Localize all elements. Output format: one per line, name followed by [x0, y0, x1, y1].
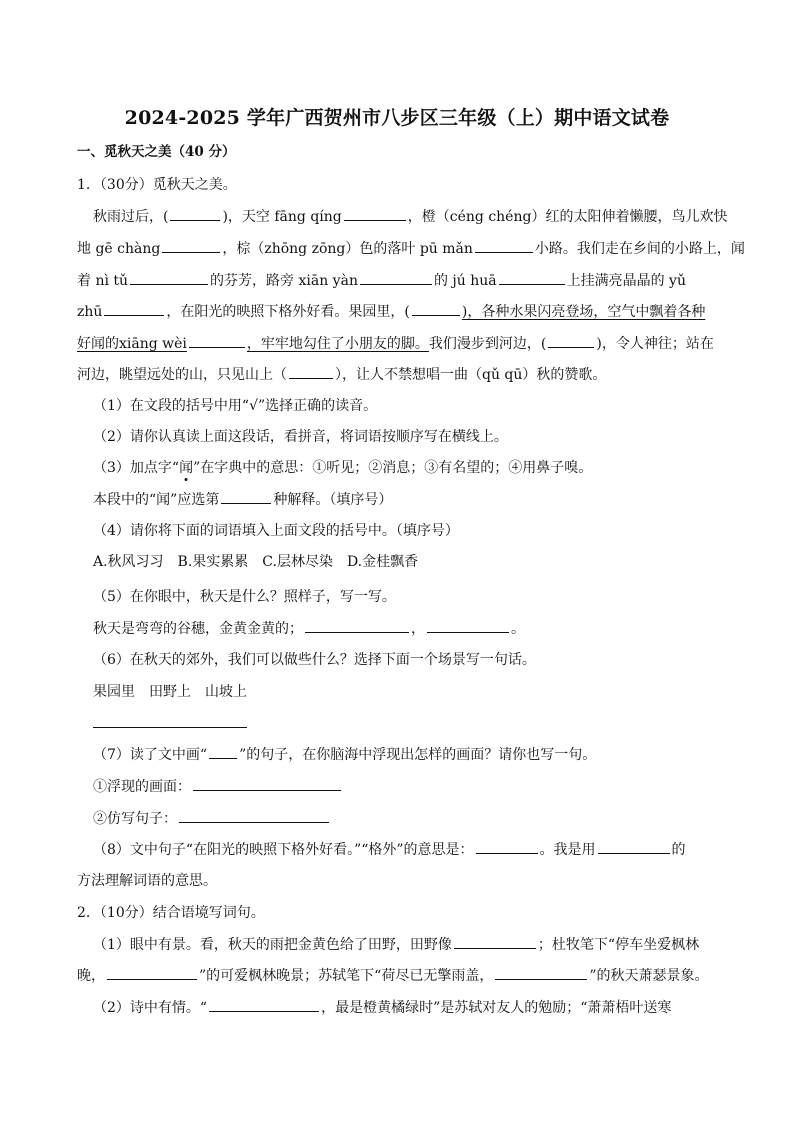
question-2-heading: 2．（10分）结合语境写词句。 — [77, 905, 265, 921]
sub-question-1: （1）在文段的括号中用“√”选择正确的读音。 — [93, 398, 378, 414]
passage-line-2: 地 gē chàng ，棕（zhōng zōng）色的落叶 pū mǎn 小路。我们走在乡间的小路上，闻 — [77, 238, 745, 259]
blank-bracket-2[interactable] — [412, 301, 460, 316]
sub-question-8: （8）文中句子“在阳光的映照下格外好看。”“格外”的意思是： 。我是用 的 — [93, 839, 686, 860]
passage-line-5: 好闻的xiāng wèi ，牢牢地勾住了小朋友的脚。我们漫步到河边，( )，令人神往；站在 — [77, 333, 714, 354]
blank-gewai-meaning[interactable] — [476, 839, 538, 854]
blank-field-like[interactable] — [454, 934, 536, 949]
section-1-heading: 一、觅秋天之美（40 分） — [77, 144, 236, 160]
blank-nitu[interactable] — [130, 270, 208, 285]
dotted-character: 闻 — [179, 460, 194, 476]
blank-bracket-4[interactable] — [289, 364, 333, 379]
blank-yuzhu[interactable] — [104, 301, 164, 316]
blank-autumn-2[interactable] — [427, 618, 509, 633]
q2-line-2: 晚， ”的可爱枫林晚景；苏轼笔下“荷尽已无擎雨盖， ”的秋天萧瑟景象。 — [77, 965, 709, 986]
blank-gechang[interactable] — [162, 238, 220, 253]
blank-xianyan[interactable] — [360, 270, 432, 285]
blank-poem-3[interactable] — [209, 997, 319, 1012]
blank-bracket-1[interactable] — [170, 206, 220, 221]
passage-line-1: 秋雨过后，( )，天空 fāng qíng ，橙（céng chéng）红的太阳伸着懒腰，鸟儿欢快 — [93, 206, 727, 227]
page-title: 2024-2025 学年广西贺州市八步区三年级（上）期中语文试卷 — [124, 107, 670, 129]
answer-line-q6[interactable] — [93, 727, 247, 728]
sub-question-7-imitate: ②仿写句子： — [93, 808, 331, 829]
passage-line-4: zhū ，在阳光的映照下格外好看。果园里，( )，各种水果闪亮登场，空气中飘着各种 — [77, 301, 705, 322]
sub-question-4: （4）请你将下面的词语填入上面文段的括号中。（填序号） — [93, 523, 459, 539]
question-1-heading: 1．（30分）觅秋天之美。 — [77, 177, 237, 193]
blank-meaning-number[interactable] — [221, 489, 271, 504]
blank-fangqing[interactable] — [344, 206, 406, 221]
blank-method[interactable] — [598, 839, 670, 854]
q2-line-1: （1）眼中有景。看，秋天的雨把金黄色给了田野，田野像 ；杜牧笔下“停车坐爱枫林 — [93, 934, 699, 955]
blank-autumn-1[interactable] — [305, 618, 409, 633]
sub-question-5-answer: 秋天是弯弯的谷穗，金黄金黄的； ， 。 — [93, 618, 525, 639]
sub-question-2: （2）请你认真读上面这段话，看拼音，将词语按顺序写在横线上。 — [93, 429, 508, 445]
blank-imitate[interactable] — [179, 808, 329, 823]
sub-question-3: （3）加点字“闻”在字典中的意思：①听见；②消息；③有名望的；④用鼻子嗅。 — [93, 460, 593, 476]
blank-poem-1[interactable] — [107, 965, 197, 980]
sub-question-7: （7）读了文中画“ ”的句子，在你脑海中浮现出怎样的画面？请你也写一句。 — [93, 744, 596, 765]
underline-sample — [209, 744, 237, 759]
sub-question-4-options: A.秋风习习 B.果实累累 C.层林尽染 D.金桂飘香 — [93, 554, 419, 570]
sub-question-5: （5）在你眼中，秋天是什么？照样子，写一写。 — [93, 589, 396, 605]
blank-poem-2[interactable] — [495, 965, 587, 980]
blank-bracket-3[interactable] — [548, 333, 594, 348]
sub-question-3-answer: 本段中的“闻”应选第 种解释。（填序号） — [93, 489, 392, 510]
q2-line-3: （2）诗中有情。“ ，最是橙黄橘绿时”是苏轼对友人的勉励；“萧萧梧叶送寒 — [93, 997, 671, 1018]
sub-question-6: （6）在秋天的郊外，我们可以做些什么？选择下面一个场景写一句话。 — [93, 652, 536, 668]
blank-juhua[interactable] — [499, 270, 565, 285]
passage-line-6: 河边，眺望远处的山，只见山上（ ），让人不禁想唱一曲（qǔ qū）秋的赞歌。 — [77, 364, 606, 385]
sub-question-6-options: 果园里 田野上 山坡上 — [93, 684, 247, 700]
sub-question-8-cont: 方法理解词语的意思。 — [77, 873, 217, 889]
blank-xiangwei[interactable] — [189, 333, 245, 348]
blank-picture[interactable] — [193, 776, 341, 791]
passage-line-3: 着 nì tǔ 的芬芳，路旁 xiān yàn 的 jú huā 上挂满亮晶晶的 yǔ — [77, 270, 686, 291]
sub-question-7-picture: ①浮现的画面： — [93, 776, 343, 797]
blank-puman[interactable] — [475, 238, 533, 253]
